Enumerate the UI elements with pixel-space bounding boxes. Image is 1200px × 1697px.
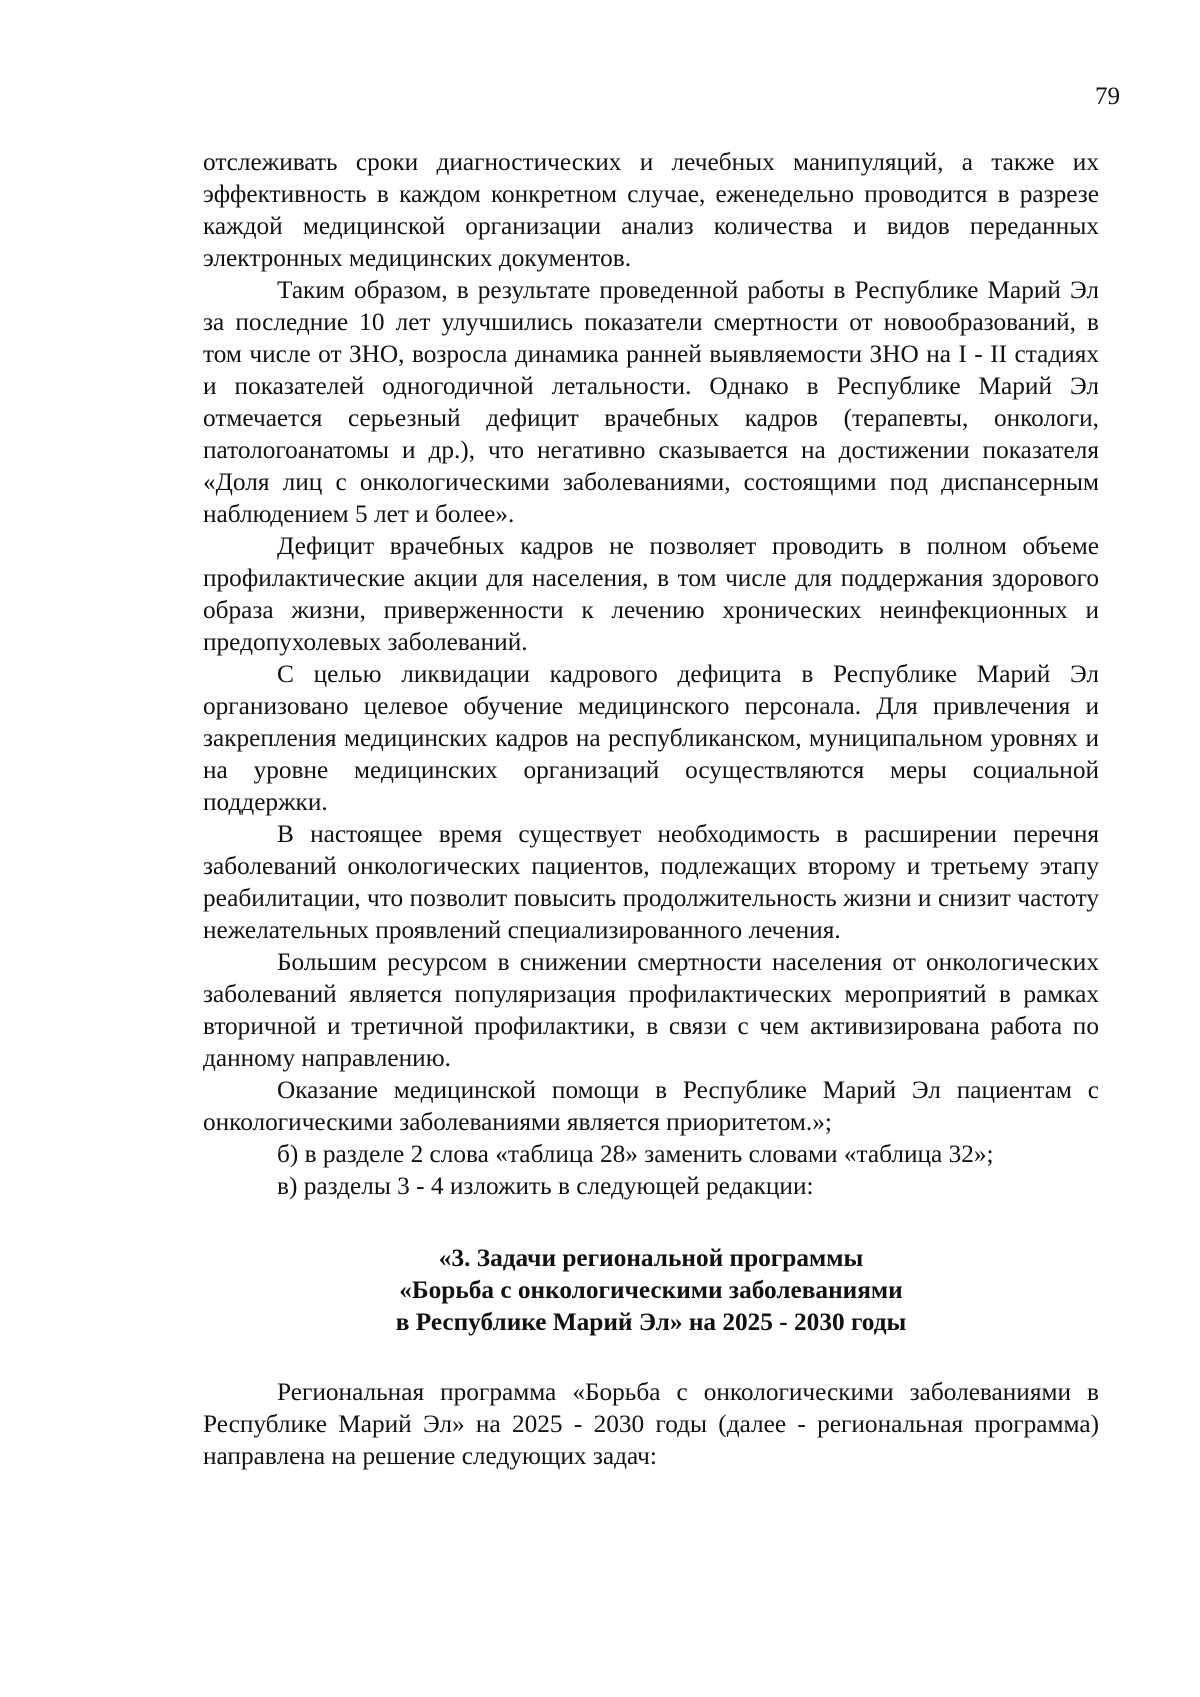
paragraph-prevention: Большим ресурсом в снижении смертности населения от онкологических заболеваний является популяризация профилактических мероприятий в рамках вторичной и третичной профилактики, в связи с чем активизирована работа по данному направлению.: [203, 948, 1099, 1072]
paragraph-amendment-b: б) в разделе 2 слова «таблица 28» заменить словами «таблица 32»;: [277, 1140, 994, 1168]
section-heading-line-1: «3. Задачи региональной программы: [438, 1244, 864, 1272]
paragraph-amendment-v: в) разделы 3 - 4 изложить в следующей редакции:: [277, 1172, 814, 1200]
document-body: [203, 146, 1099, 1472]
section-heading-line-3: в Республике Марий Эл» на 2025 - 2030 годы: [395, 1308, 907, 1336]
paragraph-continuation: отслеживать сроки диагностических и лечебных манипуляций, а также их эффективность в каждом конкретном случае, еженедельно проводится в разрезе каждой медицинской организации анализ количества и видов переданных электронных медицинских документов.: [203, 148, 1099, 272]
paragraph-staff-deficit: Дефицит врачебных кадров не позволяет проводить в полном объеме профилактические акции для населения, в том числе для поддержания здорового образа жизни, приверженности к лечению хронических неинфекционных и предопухолевых заболеваний.: [203, 532, 1099, 656]
section-heading-line-2: «Борьба с онкологическими заболеваниями: [399, 1276, 903, 1304]
paragraph-rehabilitation: В настоящее время существует необходимость в расширении перечня заболеваний онкологических пациентов, подлежащих второму и третьему этапу реабилитации, что позволит повысить продолжительность жизни и снизит частоту нежелательных проявлений специализированного лечения.: [203, 820, 1099, 944]
section-heading: [203, 1242, 1099, 1338]
paragraph-program-tasks: Региональная программа «Борьба с онкологическими заболеваниями в Республике Марий Эл» на 2025 - 2030 годы (далее - региональная программа) направлена на решение следующих задач:: [203, 1378, 1099, 1470]
page-number: 79: [1095, 83, 1120, 110]
paragraph-results: Таким образом, в результате проведенной работы в Республике Марий Эл за последние 10 лет улучшились показатели смертности от новообразований, в том числе от ЗНО, возросла динамика ранней выявляемости ЗНО на I - II стадиях и показателей одногодичной летальности. Однако в Республике Марий Эл отмечается серьезный дефицит врачебных кадров (терапевты, онкологи, патологоанатомы и др.), что негативно сказывается на достижении показателя «Доля лиц с онкологическими заболеваниями, состоящими под диспансерным наблюдением 5 лет и более».: [203, 276, 1099, 528]
paragraph-staff-measures: С целью ликвидации кадрового дефицита в Республике Марий Эл организовано целевое обучение медицинского персонала. Для привлечения и закрепления медицинских кадров на республиканском, муниципальном уровнях и на уровне медицинских организаций осуществляются меры социальной поддержки.: [203, 660, 1099, 816]
paragraph-priority: Оказание медицинской помощи в Республике Марий Эл пациентам с онкологическими заболеваниями является приоритетом.»;: [203, 1076, 1099, 1136]
